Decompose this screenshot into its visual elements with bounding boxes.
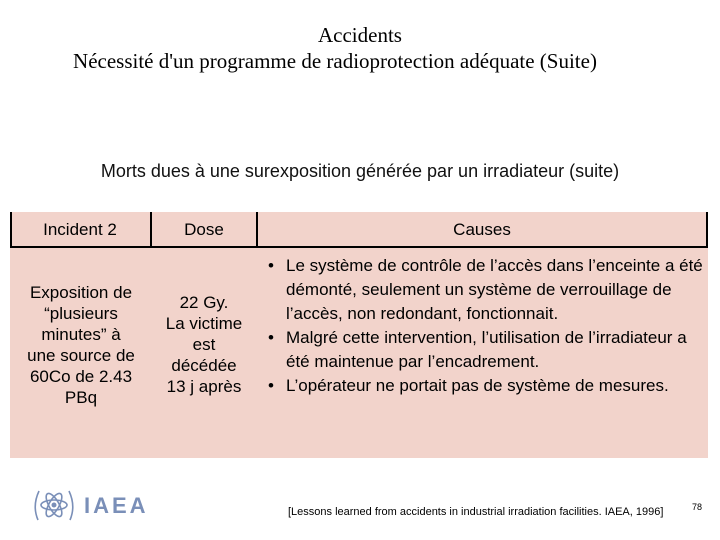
dose-line: La victime <box>165 314 243 333</box>
incident-line: minutes” à <box>41 325 121 344</box>
incident-line: PBq <box>64 388 98 407</box>
table-border-right <box>706 212 708 248</box>
header-incident: Incident 2 <box>43 220 117 239</box>
dose-description <box>152 292 256 397</box>
title-line-1: Accidents <box>318 23 402 47</box>
cause-item: • L’opérateur ne portait pas de système de mesures. <box>262 374 706 398</box>
dose-line: 13 j après <box>166 377 242 396</box>
reference-citation: [Lessons learned from accidents in industrial irradiation facilities. IAEA, 1996] <box>288 506 664 518</box>
header-dose: Dose <box>184 220 224 239</box>
incident-line: “plusieurs <box>44 304 118 323</box>
title-line-2: Nécessité d'un programme de radioprotection adéquate (Suite) <box>73 49 597 73</box>
incident-line: Exposition de <box>29 283 133 302</box>
iaea-logo-text: IAEA <box>84 493 149 518</box>
incident-table <box>10 212 708 458</box>
table-header-line <box>10 246 708 248</box>
incident-line: une source de <box>27 346 135 365</box>
slide-subtitle: Morts dues à une surexposition générée par un irradiateur (suite) <box>100 161 620 181</box>
causes-list <box>262 254 706 398</box>
page-number: 78 <box>692 502 703 512</box>
incident-line: 60Co de 2.43 <box>29 367 133 386</box>
cause-item: • Le système de contrôle de l’accès dans l’enceinte a été démonté, seulement un système de verrouillage de l’accès, non redondant, fonctionnait. <box>262 254 706 326</box>
slide-title <box>0 22 720 74</box>
dose-line: est <box>192 335 216 354</box>
header-causes: Causes <box>453 220 511 239</box>
cause-item: • Malgré cette intervention, l’utilisation de l’irradiateur a été maintenue par l’encadrement. <box>262 326 706 374</box>
dose-line: 22 Gy. <box>179 293 229 312</box>
incident-description <box>10 282 152 408</box>
dose-line: décédée <box>171 356 237 375</box>
